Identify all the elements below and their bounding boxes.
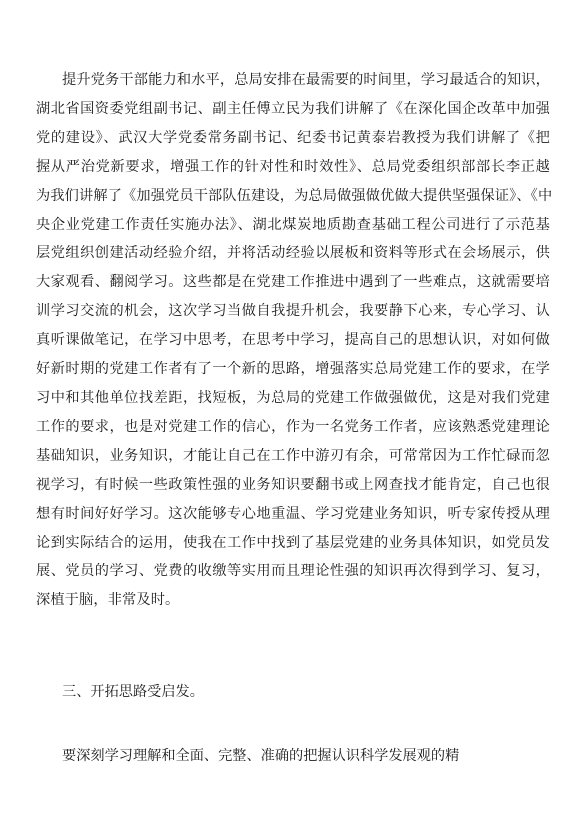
paragraph-line: 真听课做笔记，在学习中思考，在思考中学习，提高自己的思想认识，对如何做 <box>36 332 550 349</box>
body-paragraph-1 <box>36 66 553 615</box>
paragraph-line: 工作的要求，也是对党建工作的信心，作为一名党务工作者，应该熟悉党建理论 <box>36 418 550 435</box>
paragraph-line: 习中和其他单位找差距，找短板，为总局的党建工作做强做优，这是对我们党建 <box>36 389 550 406</box>
paragraph-line: 想有时间好好学习。这次能够专心地重温、学习党建业务知识，听专家传授从理 <box>36 505 550 522</box>
paragraph-line: 为我们讲解了《加强党员干部队伍建设，为总局做强做优做大提供坚强保证》、《中 <box>36 187 553 204</box>
paragraph-line: 视学习，有时候一些政策性强的业务知识要翻书或上网查找才能肯定，自己也很 <box>36 476 550 493</box>
paragraph-line: 层党组织创建活动经验介绍，并将活动经验以展板和资料等形式在会场展示，供 <box>36 245 550 262</box>
body-paragraph-2: 要深刻学习理解和全面、完整、准确的把握认识科学发展观的精 <box>62 748 460 764</box>
paragraph-line: 湖北省国资委党组副书记、副主任傅立民为我们讲解了《在深化国企改革中加强 <box>36 100 550 117</box>
paragraph-line: 党的建设》、武汉大学党委常务副书记、纪委书记黄泰岩教授为我们讲解了《把 <box>36 129 550 146</box>
paragraph-line: 提升党务干部能力和水平，总局安排在最需要的时间里，学习最适合的知识， <box>62 72 550 88</box>
paragraph-line: 大家观看、翻阅学习。这些都是在党建工作推进中遇到了一些难点，这就需要培 <box>36 274 550 291</box>
paragraph-line: 好新时期的党建工作者有了一个新的思路，增强落实总局党建工作的要求，在学 <box>36 361 550 378</box>
paragraph-line: 论到实际结合的运用，使我在工作中找到了基层党建的业务具体知识，如党员发 <box>36 534 550 551</box>
paragraph-line: 握从严治党新要求，增强工作的针对性和时效性》、总局党委组织部部长李正越 <box>36 158 550 175</box>
paragraph-line: 展、党员的学习、党费的收缴等实用而且理论性强的知识再次得到学习、复习， <box>36 563 550 580</box>
paragraph-line: 基础知识，业务知识，才能让自己在工作中游刃有余，可常常因为工作忙碌而忽 <box>36 447 550 464</box>
paragraph-line: 深植于脑，非常及时。 <box>36 592 180 609</box>
section-heading: 三、开拓思路受启发。 <box>62 684 204 700</box>
paragraph-line: 央企业党建工作责任实施办法》、湖北煤炭地质勘查基础工程公司进行了示范基 <box>36 216 550 233</box>
paragraph-line: 训学习交流的机会，这次学习当做自我提升机会，我要静下心来，专心学习、认 <box>36 303 550 320</box>
